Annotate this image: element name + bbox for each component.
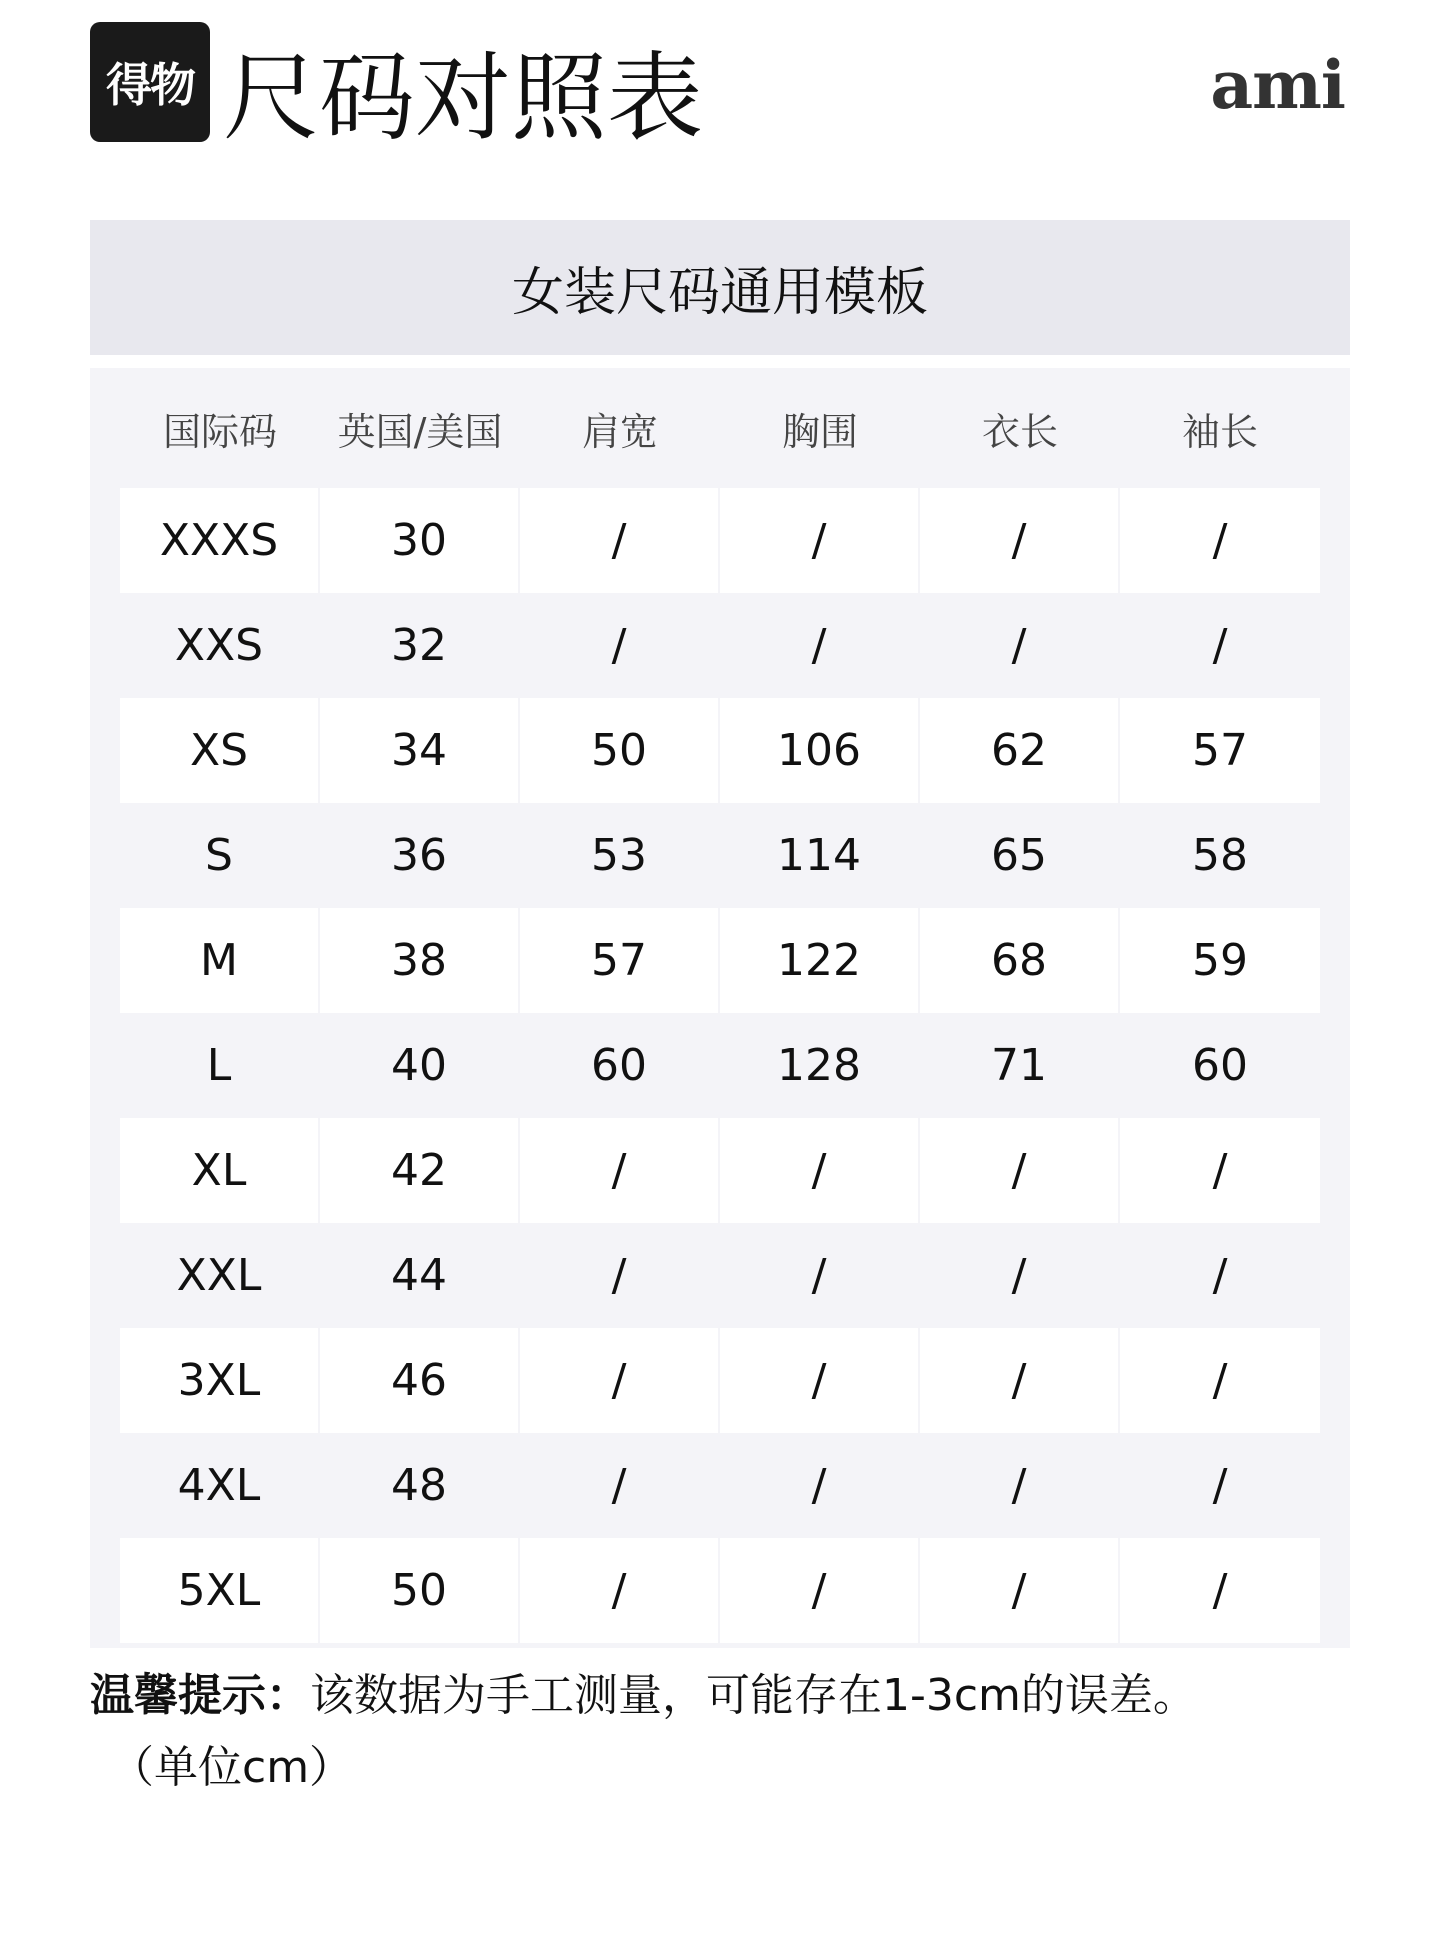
column-header: 袖长 (1181, 409, 1258, 454)
table-row (120, 698, 1320, 803)
page-title: 尺码对照表 (223, 42, 703, 154)
table-cell: 57 (520, 908, 718, 1013)
table-cell: 5XL (120, 1538, 318, 1643)
table-cell: / (1120, 1328, 1320, 1433)
table-body (120, 488, 1320, 1643)
table-row (120, 908, 1320, 1013)
table-cell: 60 (1120, 1013, 1320, 1118)
table-row (120, 1328, 1320, 1433)
table-cell: / (1120, 1118, 1320, 1223)
table-cell: 44 (320, 1223, 518, 1328)
table-cell: 48 (320, 1433, 518, 1538)
table-row (120, 1118, 1320, 1223)
table-cell: / (920, 593, 1118, 698)
table-cell: / (520, 1433, 718, 1538)
table-cell: XXXS (120, 488, 318, 593)
table-cell: / (520, 1118, 718, 1223)
note-label: 温馨提示： (90, 1670, 310, 1721)
app-logo: 得物 (90, 22, 210, 142)
table-cell: / (1120, 488, 1320, 593)
table-cell: XL (120, 1118, 318, 1223)
table-cell: 32 (320, 593, 518, 698)
column-header: 英国/美国 (337, 409, 503, 454)
table-cell: 50 (520, 698, 718, 803)
header (90, 22, 1350, 162)
table-cell: 38 (320, 908, 518, 1013)
table-header (120, 368, 1320, 488)
table-cell: / (920, 1328, 1118, 1433)
table-cell: 128 (720, 1013, 918, 1118)
table-cell: 53 (520, 803, 718, 908)
table-cell: / (920, 1118, 1118, 1223)
table-cell: L (120, 1013, 318, 1118)
table-cell: XS (120, 698, 318, 803)
table-cell: S (120, 803, 318, 908)
table-cell: 71 (920, 1013, 1118, 1118)
table-cell: / (920, 1538, 1118, 1643)
table-cell: 57 (1120, 698, 1320, 803)
table-cell: / (520, 1223, 718, 1328)
note-text: 该数据为手工测量，可能存在1-3cm的误差。 (310, 1670, 1197, 1721)
table-cell: / (520, 488, 718, 593)
note (90, 1660, 1370, 1804)
table-cell: 42 (320, 1118, 518, 1223)
column-header: 衣长 (981, 409, 1058, 454)
table-row (120, 488, 1320, 593)
table-cell: 50 (320, 1538, 518, 1643)
table-cell: / (720, 1118, 918, 1223)
table-cell: XXS (120, 593, 318, 698)
table-cell: / (520, 1328, 718, 1433)
table-cell: / (720, 1433, 918, 1538)
table-cell: XXL (120, 1223, 318, 1328)
table-cell: / (1120, 1433, 1320, 1538)
column-header: 国际码 (162, 409, 277, 454)
table-cell: 122 (720, 908, 918, 1013)
table-cell: 68 (920, 908, 1118, 1013)
table-cell: / (1120, 593, 1320, 698)
table-cell: / (1120, 1538, 1320, 1643)
table-cell: / (720, 488, 918, 593)
table-row (120, 1013, 1320, 1118)
table-cell: / (720, 593, 918, 698)
table-cell: 34 (320, 698, 518, 803)
table-cell: / (920, 1223, 1118, 1328)
table-row (120, 1223, 1320, 1328)
table-row (120, 803, 1320, 908)
table-cell: 4XL (120, 1433, 318, 1538)
table-row (120, 593, 1320, 698)
brand-logo: ami (1210, 46, 1345, 124)
table-cell: 40 (320, 1013, 518, 1118)
table-cell: 59 (1120, 908, 1320, 1013)
table-cell: / (520, 1538, 718, 1643)
table-cell: / (720, 1538, 918, 1643)
size-table (90, 368, 1350, 1648)
table-cell: 114 (720, 803, 918, 908)
table-cell: 65 (920, 803, 1118, 908)
column-header: 肩宽 (581, 409, 658, 454)
template-title: 女装尺码通用模板 (90, 220, 1350, 355)
table-cell: / (720, 1223, 918, 1328)
table-cell: / (920, 488, 1118, 593)
table-cell: 106 (720, 698, 918, 803)
table-cell: 46 (320, 1328, 518, 1433)
note-unit: （单位cm） (110, 1742, 354, 1793)
table-cell: 36 (320, 803, 518, 908)
table-cell: M (120, 908, 318, 1013)
table-cell: / (720, 1328, 918, 1433)
table-cell: 58 (1120, 803, 1320, 908)
column-header: 胸围 (781, 409, 858, 454)
table-row (120, 1538, 1320, 1643)
table-cell: 60 (520, 1013, 718, 1118)
table-cell: / (920, 1433, 1118, 1538)
table-cell: / (520, 593, 718, 698)
table-cell: 62 (920, 698, 1118, 803)
table-cell: / (1120, 1223, 1320, 1328)
table-row (120, 1433, 1320, 1538)
table-cell: 30 (320, 488, 518, 593)
table-cell: 3XL (120, 1328, 318, 1433)
